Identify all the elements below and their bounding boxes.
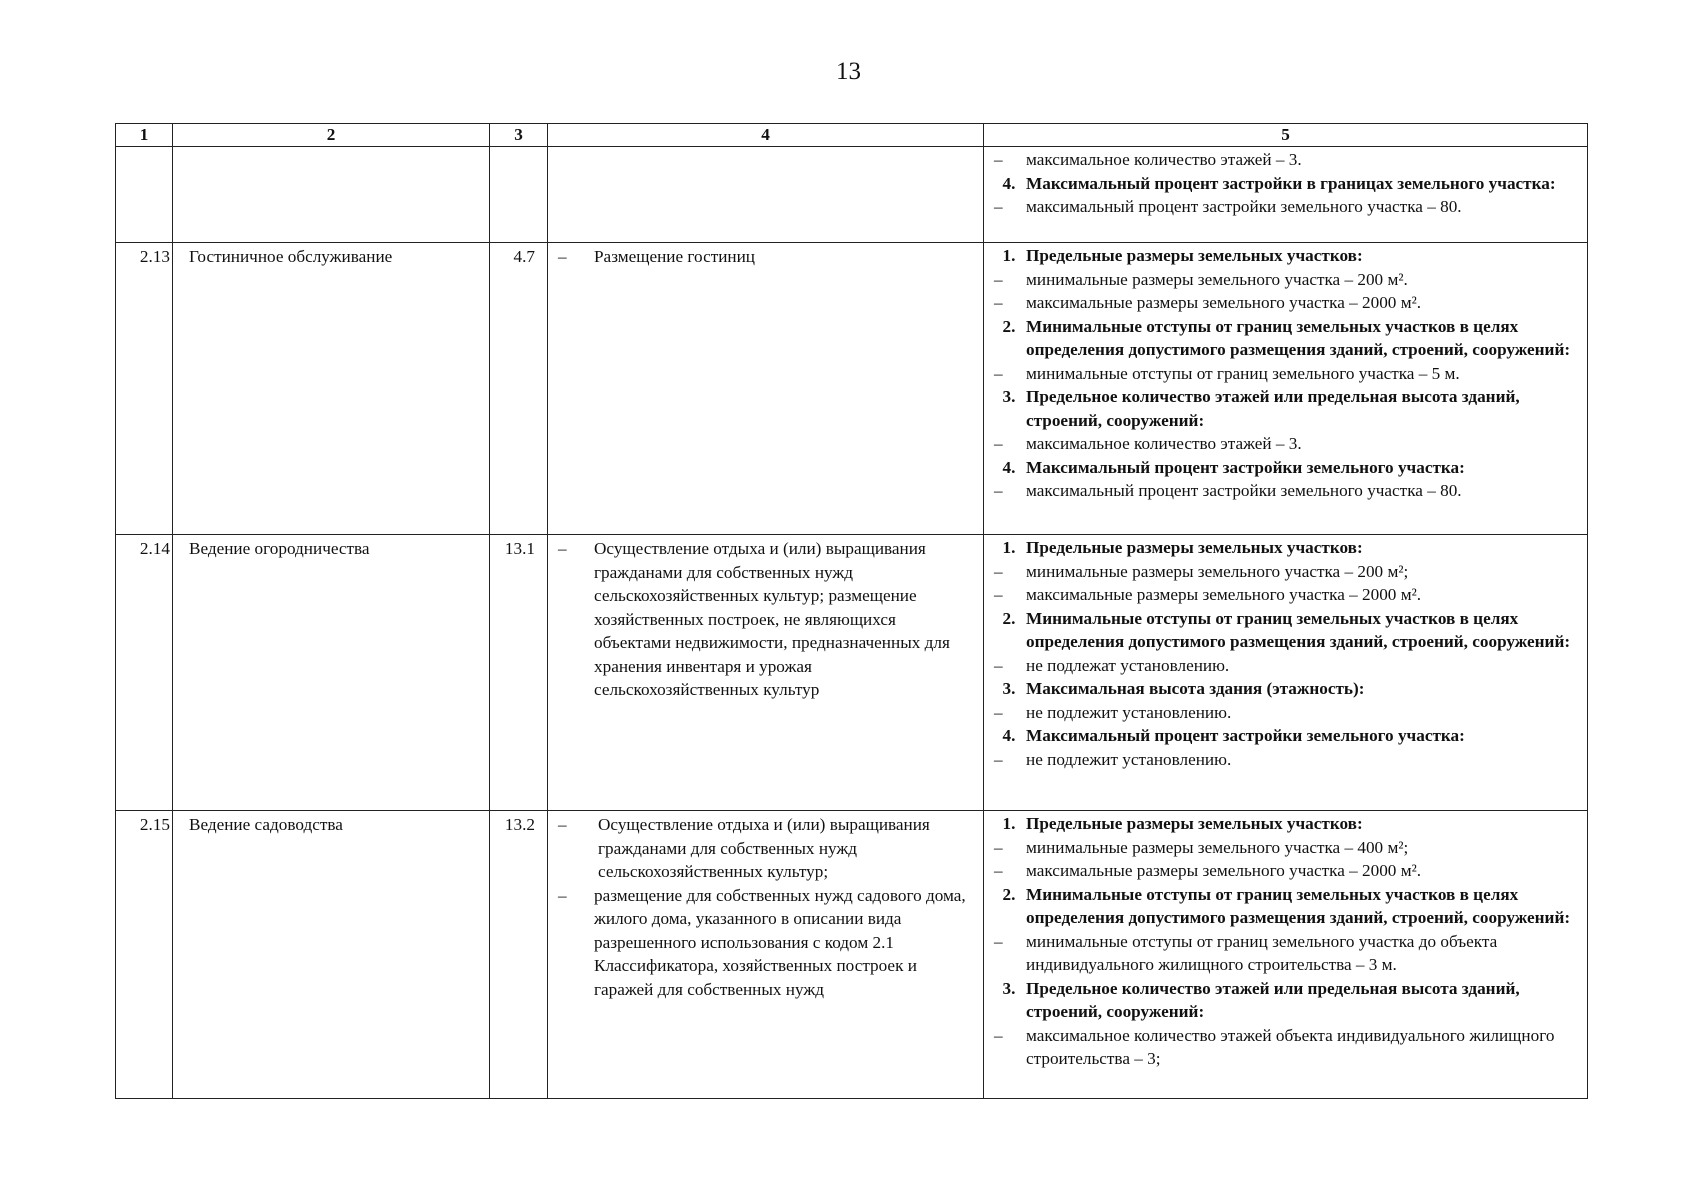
parameter-text: Предельные размеры земельных участков: [1026,246,1363,265]
dash-marker: – [994,293,1003,312]
parameter-text: Максимальный процент застройки земельного участка: [1026,457,1465,477]
parameter-text: Максимальный процент застройки в границах земельного участка: [1026,173,1556,193]
parameter-text: максимальное количество этажей – 3. [1026,150,1302,169]
usage-description [548,147,984,243]
parameter-heading [992,812,1583,836]
parameter-text: максимальное количество этажей – 3. [1026,434,1302,453]
usage-description [548,535,984,811]
parameter-text: Предельные размеры земельных участков: [1026,538,1363,557]
table-row [116,147,1588,243]
usage-description [548,243,984,535]
column-header-1: 1 [116,124,173,147]
usage-code [490,147,548,243]
item-number: 2. [1002,608,1016,628]
parameter-text: Минимальные отступы от границ земельных участков в целях определения допустимого размещения зданий, строений, сооружений: [1026,608,1571,651]
table-row [116,811,1588,1099]
item-number: 3. [1002,387,1016,406]
table-row [116,535,1588,811]
parameter-text: максимальные размеры земельного участка – 2000 м². [1026,861,1422,880]
usage-code: 4.7 [490,243,548,535]
item-number: 3. [1002,679,1016,698]
parameter-value [992,432,1583,456]
dash-marker: – [994,749,1003,769]
parameters [984,811,1588,1099]
parameter-value [992,930,1583,977]
row-number: 2.14 [116,535,173,811]
parameter-value [992,1024,1583,1071]
item-number: 4. [1002,457,1016,477]
parameter-value [992,583,1583,607]
parameter-value [992,748,1583,772]
parameter-heading [992,172,1583,196]
dash-marker: – [558,815,567,834]
dash-marker: – [994,702,1003,722]
parameter-heading [992,724,1583,748]
description-item [556,537,977,702]
column-header-4: 4 [548,124,984,147]
description-text: размещение для собственных нужд садового дома, жилого дома, указанного в описании вида разрешенного использования с кодом 2.1 Классификатора, хозяйственных построек и гаражей для собственных нужд [594,885,966,999]
usage-code: 13.1 [490,535,548,811]
dash-marker: – [994,1025,1003,1045]
parameter-text: минимальные размеры земельного участка – 200 м²; [1026,561,1409,581]
item-number: 1. [1002,814,1016,833]
parameter-text: Минимальные отступы от границ земельных участков в целях определения допустимого размещения зданий, строений, сооружений: [1026,884,1571,927]
parameter-heading [992,607,1583,654]
usage-description [548,811,984,1099]
parameters [984,243,1588,535]
parameter-value [992,859,1583,883]
parameter-value [992,836,1583,860]
parameter-value [992,560,1583,584]
dash-marker: – [994,561,1003,581]
item-number: 4. [1002,726,1016,745]
parameter-text: Предельное количество этажей или предельная высота зданий, строений, сооружений: [1026,978,1520,1021]
parameter-value [992,148,1583,172]
parameter-text: Предельные размеры земельных участков: [1026,814,1363,833]
dash-marker: – [558,247,567,266]
parameter-text: максимальный процент застройки земельного участка – 80. [1026,197,1462,216]
item-number: 1. [1002,538,1016,557]
description-text: Осуществление отдыха и (или) выращивания гражданами для собственных нужд сельскохозяйственных культур; [598,815,930,881]
dash-marker: – [994,197,1003,216]
item-number: 2. [1002,316,1016,336]
dash-marker: – [558,885,567,905]
dash-marker: – [994,269,1003,289]
column-header-2: 2 [173,124,490,147]
dash-marker: – [994,655,1003,675]
item-number: 4. [1002,173,1016,193]
parameter-text: не подлежит установлению. [1026,749,1232,769]
row-number: 2.13 [116,243,173,535]
parameter-heading [992,244,1583,268]
usage-name: Гостиничное обслуживание [173,243,490,535]
column-header-5: 5 [984,124,1588,147]
parameter-text: Минимальные отступы от границ земельных участков в целях определения допустимого размещения зданий, строений, сооружений: [1026,316,1571,359]
dash-marker: – [994,481,1003,500]
parameter-text: максимальные размеры земельного участка – 2000 м². [1026,293,1422,312]
dash-marker: – [994,434,1003,453]
item-number: 2. [1002,884,1016,904]
parameters [984,147,1588,243]
parameter-text: минимальные отступы от границ земельного участка – 5 м. [1026,363,1460,383]
usage-name: Ведение огородничества [173,535,490,811]
parameter-text: минимальные отступы от границ земельного участка до объекта индивидуального жилищного строительства – 3 м. [1026,931,1498,974]
parameters [984,535,1588,811]
regulations-table [115,123,1588,1099]
parameter-text: не подлежит установлению. [1026,702,1232,722]
dash-marker: – [994,585,1003,604]
column-header-3: 3 [490,124,548,147]
table-row [116,243,1588,535]
parameter-text: Максимальный процент застройки земельного участка: [1026,726,1465,745]
parameter-heading [992,977,1583,1024]
parameter-heading [992,385,1583,432]
dash-marker: – [994,931,1003,951]
parameter-heading [992,677,1583,701]
parameter-value [992,654,1583,678]
description-text: Размещение гостиниц [594,247,755,266]
usage-code: 13.2 [490,811,548,1099]
parameter-text: Предельное количество этажей или предельная высота зданий, строений, сооружений: [1026,387,1520,430]
row-number [116,147,173,243]
description-item [556,245,977,269]
parameter-heading [992,883,1583,930]
row-number: 2.15 [116,811,173,1099]
item-number: 3. [1002,978,1016,998]
parameter-value [992,268,1583,292]
parameter-value [992,291,1583,315]
parameter-heading [992,315,1583,362]
parameter-text: максимальное количество этажей объекта индивидуального жилищного строительства – 3; [1026,1025,1555,1068]
parameter-text: не подлежат установлению. [1026,655,1230,675]
usage-name [173,147,490,243]
parameter-text: максимальный процент застройки земельного участка – 80. [1026,481,1462,500]
dash-marker: – [994,150,1003,169]
description-item [556,884,977,1002]
parameter-text: максимальные размеры земельного участка – 2000 м². [1026,585,1422,604]
parameter-value [992,479,1583,503]
description-item [556,813,977,884]
parameter-text: минимальные размеры земельного участка – 400 м²; [1026,837,1409,857]
usage-name: Ведение садоводства [173,811,490,1099]
parameter-heading [992,536,1583,560]
header-row [116,124,1588,147]
description-text: Осуществление отдыха и (или) выращивания гражданами для собственных нужд сельскохозяйственных культур; размещение хозяйственных построек, не являющихся объектами недвижимости, предназначенных для хранения инвентаря и урожая сельскохозяйственных культур [594,539,950,699]
page-number: 13 [836,58,861,85]
parameter-heading [992,456,1583,480]
dash-marker: – [994,837,1003,857]
parameter-value [992,195,1583,219]
item-number: 1. [1002,246,1016,265]
parameter-text: минимальные размеры земельного участка – 200 м². [1026,269,1408,289]
dash-marker: – [558,539,567,558]
parameter-value [992,701,1583,725]
dash-marker: – [994,363,1003,383]
parameter-value [992,362,1583,386]
parameter-text: Максимальная высота здания (этажность): [1026,679,1365,698]
dash-marker: – [994,861,1003,880]
